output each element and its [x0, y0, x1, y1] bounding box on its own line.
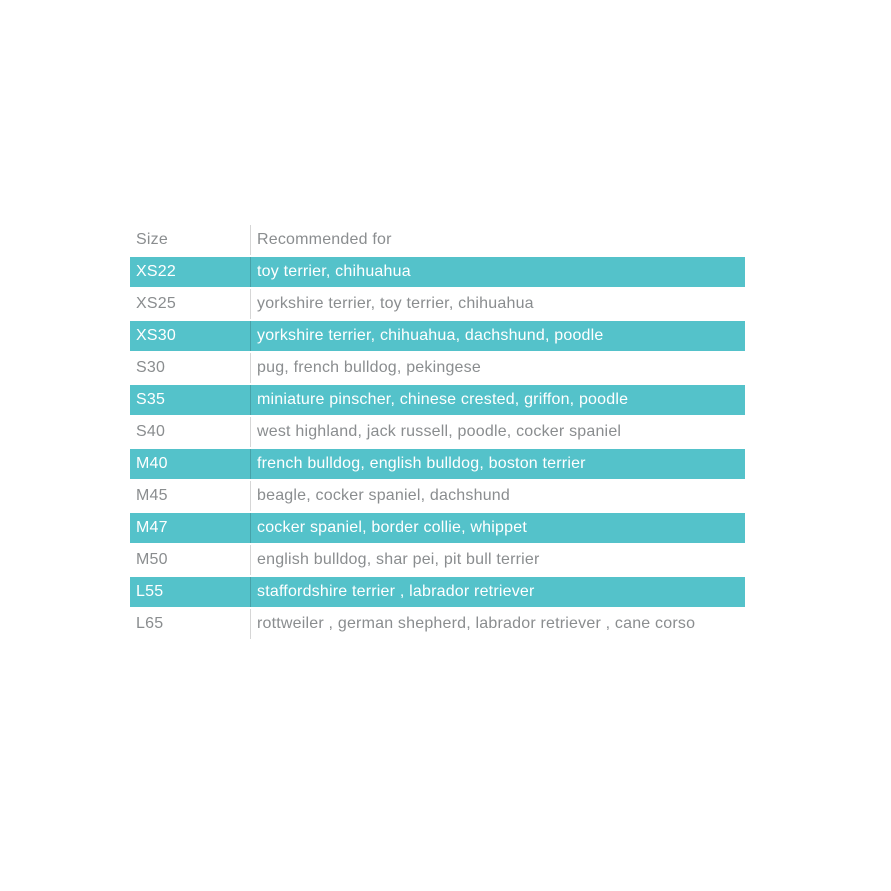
size-cell: S40: [136, 423, 166, 440]
table-header: [130, 225, 745, 255]
size-cell: M45: [136, 487, 168, 504]
size-cell: S35: [130, 385, 250, 415]
table-row: [130, 353, 745, 383]
table-row: [130, 321, 745, 351]
recommended-cell: english bulldog, shar pei, pit bull terrier: [250, 545, 745, 575]
header-row: [130, 225, 745, 255]
size-cell: M47: [130, 513, 250, 543]
size-cell: L55: [130, 577, 250, 607]
column-header-size: Size: [136, 231, 168, 248]
table-row: [130, 385, 745, 415]
recommended-cell: west highland, jack russell, poodle, cocker spaniel: [250, 417, 745, 447]
recommended-cell: miniature pinscher, chinese crested, griffon, poodle: [250, 385, 745, 415]
size-cell: M40: [130, 449, 250, 479]
size-cell: S30: [136, 359, 166, 376]
table-row: [130, 577, 745, 607]
recommended-cell: beagle, cocker spaniel, dachshund: [250, 481, 745, 511]
table-row: [130, 417, 745, 447]
size-cell: XS30: [130, 321, 250, 351]
recommended-cell: yorkshire terrier, toy terrier, chihuahua: [250, 289, 745, 319]
size-cell: XS22: [130, 257, 250, 287]
recommended-cell: toy terrier, chihuahua: [250, 257, 745, 287]
recommended-cell: staffordshire terrier , labrador retriever: [250, 577, 745, 607]
dog-size-chart: [130, 223, 745, 641]
table-row: [130, 257, 745, 287]
table-row: [130, 481, 745, 511]
table-row: [130, 289, 745, 319]
table-row: [130, 609, 745, 639]
table-body: [130, 257, 745, 639]
recommended-cell: yorkshire terrier, chihuahua, dachshund, poodle: [250, 321, 745, 351]
recommended-cell: french bulldog, english bulldog, boston terrier: [250, 449, 745, 479]
recommended-cell: rottweiler , german shepherd, labrador retriever , cane corso: [250, 609, 745, 639]
size-cell: M50: [136, 551, 168, 568]
column-header-recommended-for: Recommended for: [250, 225, 745, 255]
size-cell: L65: [136, 615, 164, 632]
size-table: [130, 223, 745, 641]
table-row: [130, 513, 745, 543]
table-row: [130, 449, 745, 479]
recommended-cell: pug, french bulldog, pekingese: [250, 353, 745, 383]
recommended-cell: cocker spaniel, border collie, whippet: [250, 513, 745, 543]
size-cell: XS25: [136, 295, 176, 312]
table-row: [130, 545, 745, 575]
